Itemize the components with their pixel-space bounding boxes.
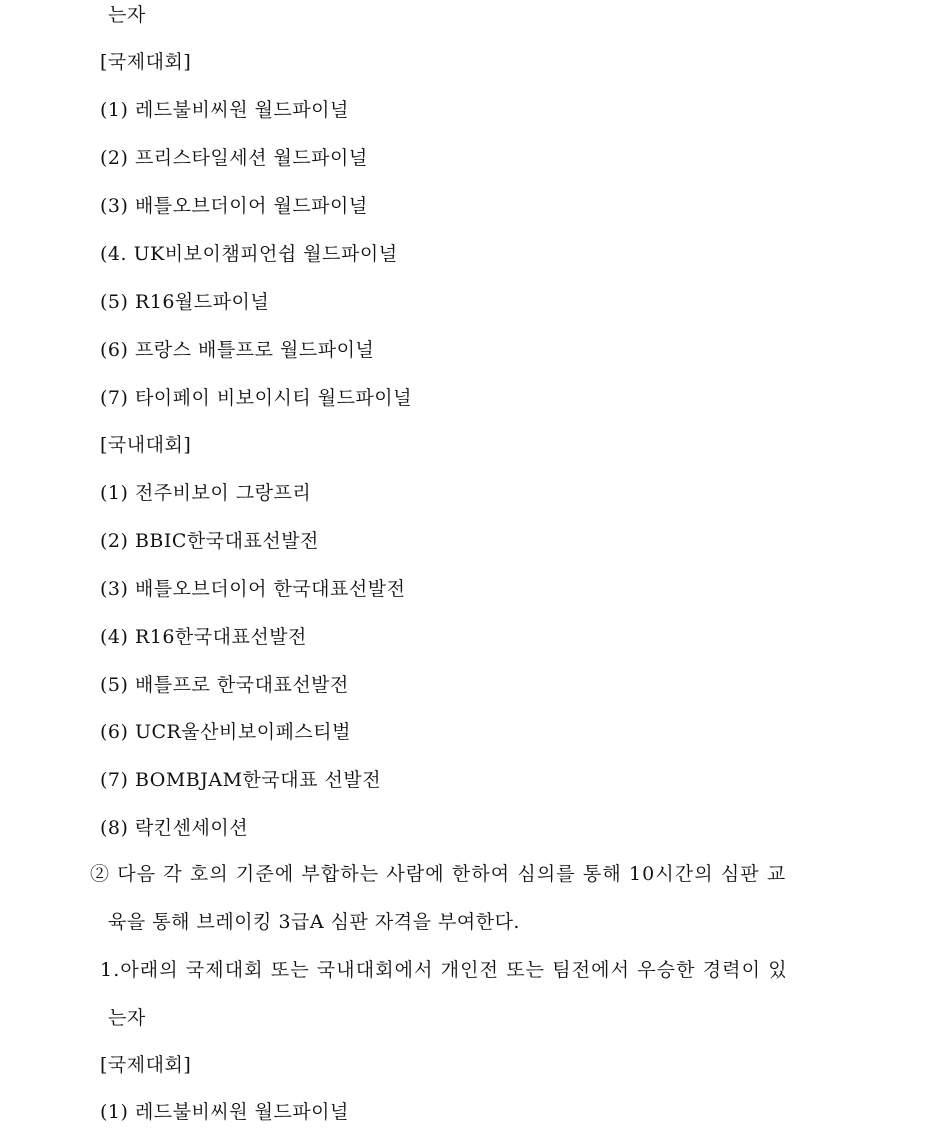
intl-competitions-header: [국제대회] (100, 51, 192, 73)
intl-item: (1) 레드불비씨원 월드파이널 (100, 1101, 349, 1123)
intl-item: (1) 레드불비씨원 월드파이널 (100, 99, 349, 121)
item-1-line-2: 는자 (108, 1007, 146, 1029)
intl-competitions-header-2: [국제대회] (100, 1054, 192, 1076)
intl-item: (2) 프리스타일세션 월드파이널 (100, 147, 368, 169)
domestic-item: (4) R16한국대표선발전 (100, 626, 307, 648)
domestic-competitions-header: [국내대회] (100, 434, 192, 456)
paragraph-2-line-2: 육을 통해 브레이킹 3급A 심판 자격을 부여한다. (108, 911, 520, 933)
domestic-item: (5) 배틀프로 한국대표선발전 (100, 674, 349, 696)
intl-item: (4. UK비보이챔피언쉽 월드파이널 (100, 243, 398, 265)
domestic-item: (1) 전주비보이 그랑프리 (100, 482, 312, 504)
intl-item: (6) 프랑스 배틀프로 월드파이널 (100, 339, 375, 361)
intl-item: (7) 타이페이 비보이시티 월드파이널 (100, 387, 412, 409)
paragraph-2-line-1: ② 다음 각 호의 기준에 부합하는 사람에 한하여 심의를 통해 10시간의 심판 교 (90, 863, 787, 885)
domestic-item: (3) 배틀오브더이어 한국대표선발전 (100, 578, 406, 600)
domestic-item: (7) BOMBJAM한국대표 선발전 (100, 769, 382, 791)
intl-item: (3) 배틀오브더이어 월드파이널 (100, 195, 368, 217)
continuation-text: 는자 (108, 4, 146, 26)
domestic-item: (2) BBIC한국대표선발전 (100, 530, 319, 552)
domestic-item: (8) 락킨센세이션 (100, 817, 249, 839)
domestic-item: (6) UCR울산비보이페스티벌 (100, 721, 351, 743)
intl-item: (5) R16월드파이널 (100, 291, 270, 313)
item-1-line-1: 1.아래의 국제대회 또는 국내대회에서 개인전 또는 팀전에서 우승한 경력이 있 (100, 959, 788, 981)
